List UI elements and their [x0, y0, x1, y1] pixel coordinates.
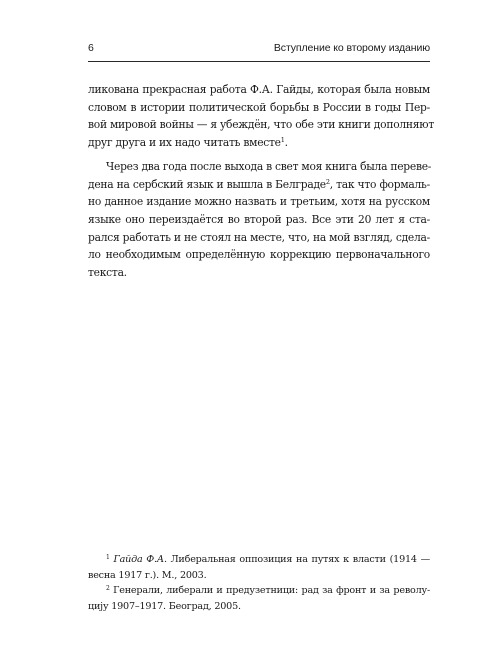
text-line: текста. — [88, 266, 127, 280]
page-number: 6 — [88, 42, 94, 54]
text-segment: Генерали, либерали и предузетници: рад за фронт и за револу- — [109, 585, 430, 596]
text-segment: . — [284, 136, 288, 150]
header-rule — [88, 61, 430, 62]
main-text — [88, 81, 434, 282]
text-line — [88, 552, 430, 568]
text-line: словом в истории политической борьбы в России в годы Пер- — [88, 100, 430, 114]
text-segment: Либеральная оппозиция на путях к власти (1914 — — [166, 554, 430, 565]
text-segment: , так что формаль- — [329, 177, 430, 191]
footnotes — [88, 552, 430, 614]
running-head-title: Вступление ко второму изданию — [273, 42, 430, 54]
footnote-author: Гайда Ф.А. — [113, 554, 167, 565]
text-line: цију 1907–1917. Београд, 2005. — [88, 600, 241, 612]
text-line: ло необходимым определённую коррекцию первоначального — [88, 248, 430, 262]
paragraph-1 — [88, 81, 434, 152]
text-line: рался работать и не стоял на месте, что, на мой взгляд, сдела- — [88, 230, 430, 244]
paragraph-2 — [88, 158, 430, 282]
text-line: весна 1917 г.). М., 2003. — [88, 569, 207, 581]
footnote-ref[interactable]: 2 — [325, 177, 330, 186]
footnote-ref[interactable]: 1 — [280, 136, 285, 145]
footnote-mark: 2 — [106, 585, 110, 592]
running-head — [88, 40, 430, 58]
text-line — [88, 176, 430, 194]
footnote-mark: 1 — [106, 554, 110, 561]
text-line: ликована прекрасная работа Ф.А. Гайды, которая была новым — [88, 83, 430, 96]
text-line: вой мировой войны — я убеждён, что обе эти книги дополняют — [88, 118, 434, 132]
text-line: но данное издание можно назвать и третьим, хотя на русском — [88, 195, 430, 209]
text-line: Через два года после выхода в свет моя книга была переве- — [106, 159, 432, 173]
text-line — [88, 583, 430, 599]
text-segment: дена на сербский язык и вышла в Белграде — [88, 177, 326, 191]
text-line: языке оно переиздаётся во второй раз. Все эти 20 лет я ста- — [88, 212, 430, 226]
footnote-1 — [88, 552, 430, 583]
text-segment: друг друга и их надо читать вместе — [88, 136, 281, 150]
text-line — [88, 134, 430, 152]
footnote-2 — [88, 583, 430, 614]
